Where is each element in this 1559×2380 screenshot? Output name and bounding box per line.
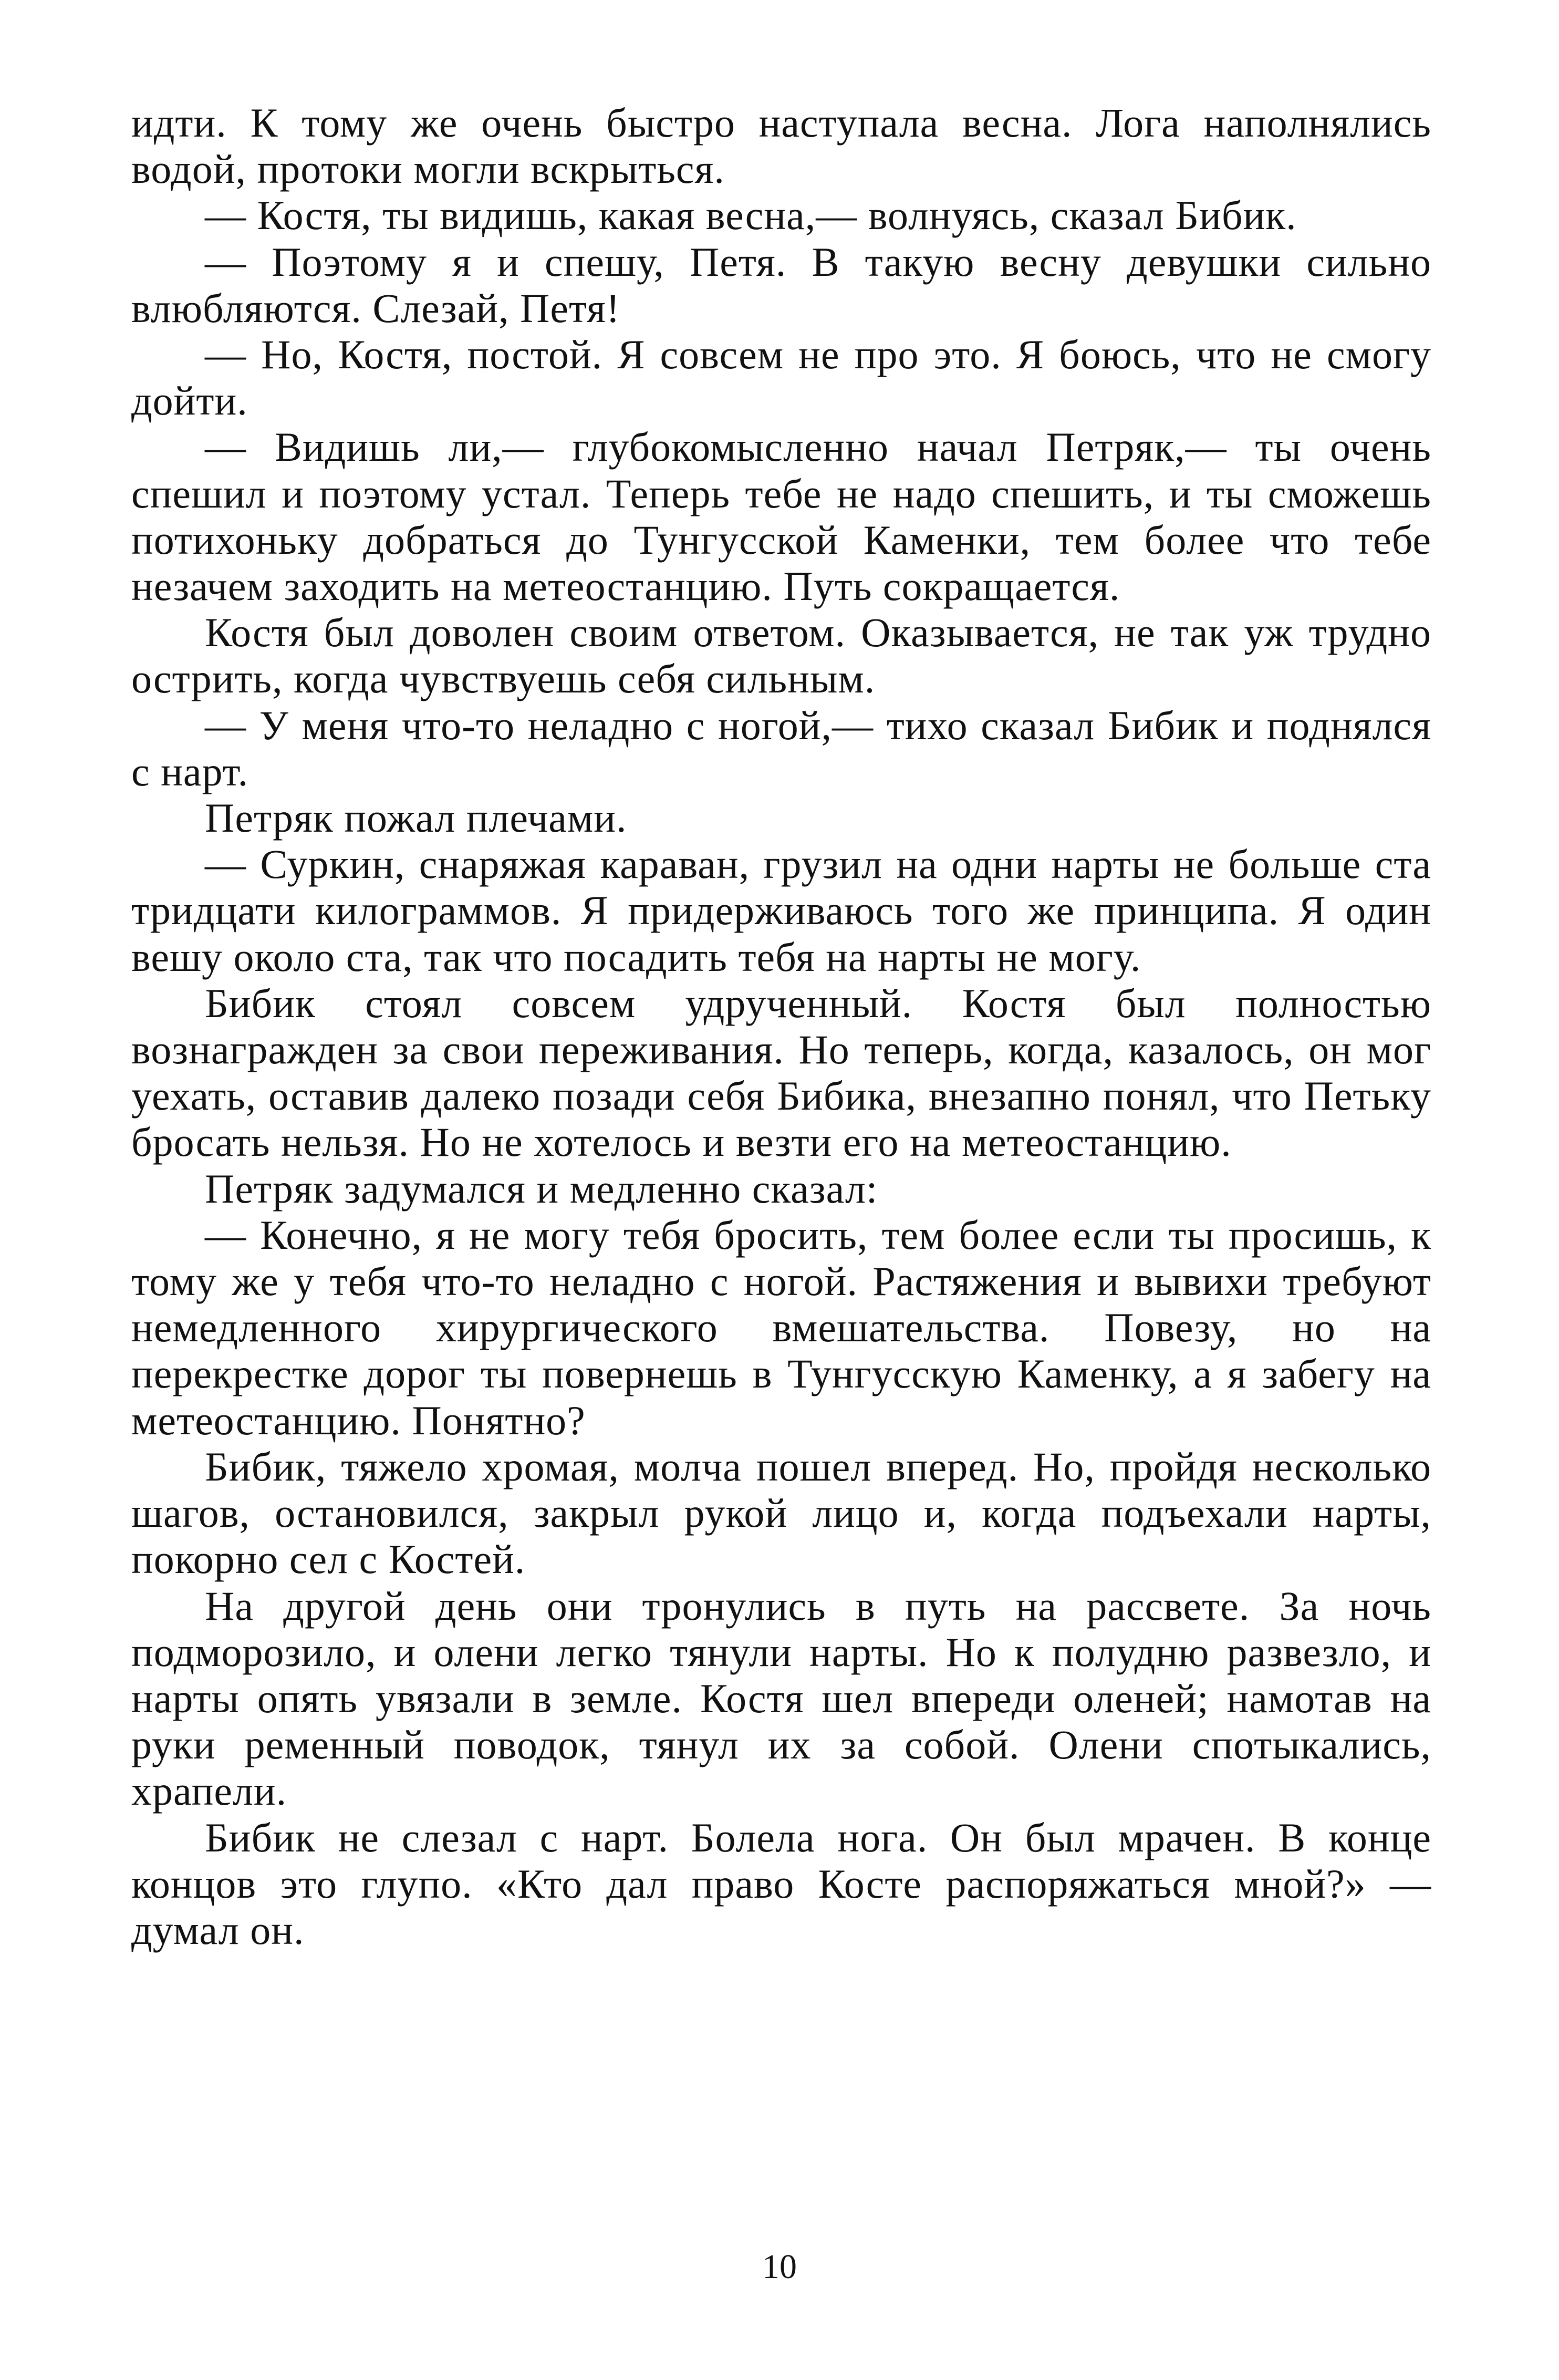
paragraph-9: — Суркин, снаряжая караван, грузил на одни нарты не больше ста тридцати килограммов. Я придерживаюсь того же принципа. Я один вешу около ста, так что посадить тебя на нарты не могу. — [131, 841, 1431, 980]
page-text — [131, 100, 1431, 1953]
paragraph-8: Петряк пожал плечами. — [205, 795, 627, 841]
page-number: 10 — [762, 2248, 797, 2286]
paragraph-2: — Костя, ты видишь, какая весна,— волнуясь, сказал Бибик. — [205, 192, 1297, 239]
paragraph-3: — Поэтому я и спешу, Петя. В такую весну девушки сильно влюбляются. Слезай, Петя! — [131, 239, 1431, 331]
paragraph-14: На другой день они тронулись в путь на рассвете. За ночь подморозило, и олени легко тянули нарты. Но к полудню развезло, и нарты опять увязали в земле. Костя шел впереди оленей; намотав на руки ременный поводок, тянул их за собой. Олени спотыкались, храпели. — [131, 1582, 1431, 1814]
paragraph-11: Петряк задумался и медленно сказал: — [205, 1165, 878, 1212]
paragraph-5: — Видишь ли,— глубокомысленно начал Петряк,— ты очень спешил и поэтому устал. Теперь тебе не надо спешить, и ты сможешь потихоньку добраться до Тунгусской Каменки, тем более что тебе незачем заходить на метеостанцию. Путь сокращается. — [131, 424, 1431, 609]
paragraph-15: Бибик не слезал с нарт. Болела нога. Он был мрачен. В конце концов это глупо. «Кто дал право Косте распоряжаться мной?» — думал он. — [131, 1814, 1431, 1953]
paragraph-13: Бибик, тяжело хромая, молча пошел вперед. Но, пройдя несколько шагов, остановился, закрыл рукой лицо и, когда подъехали нарты, покорно сел с Костей. — [131, 1443, 1431, 1582]
paragraph-6: Костя был доволен своим ответом. Оказывается, не так уж трудно острить, когда чувствуешь себя сильным. — [131, 609, 1431, 702]
paragraph-10: Бибик стоял совсем удрученный. Костя был полностью вознагражден за свои переживания. Но теперь, когда, казалось, он мог уехать, оставив далеко позади себя Бибика, внезапно понял, что Петьку бросать нельзя. Но не хотелось и везти его на метеостанцию. — [131, 980, 1431, 1165]
paragraph-1: идти. К тому же очень быстро наступала весна. Лога наполнялись водой, протоки могли вскрыться. — [131, 100, 1431, 192]
paragraph-7: — У меня что-то неладно с ногой,— тихо сказал Бибик и поднялся с нарт. — [131, 702, 1431, 794]
paragraph-4: — Но, Костя, постой. Я совсем не про это. Я боюсь, что не смогу дойти. — [131, 332, 1431, 424]
paragraph-12: — Конечно, я не могу тебя бросить, тем более если ты просишь, к тому же у тебя что-то неладно с ногой. Растяжения и вывихи требуют немедленного хирургического вмешательства. Повезу, но на перекрестке дорог ты повернешь в Тунгусскую Каменку, а я забегу на метеостанцию. Понятно? — [131, 1212, 1431, 1443]
